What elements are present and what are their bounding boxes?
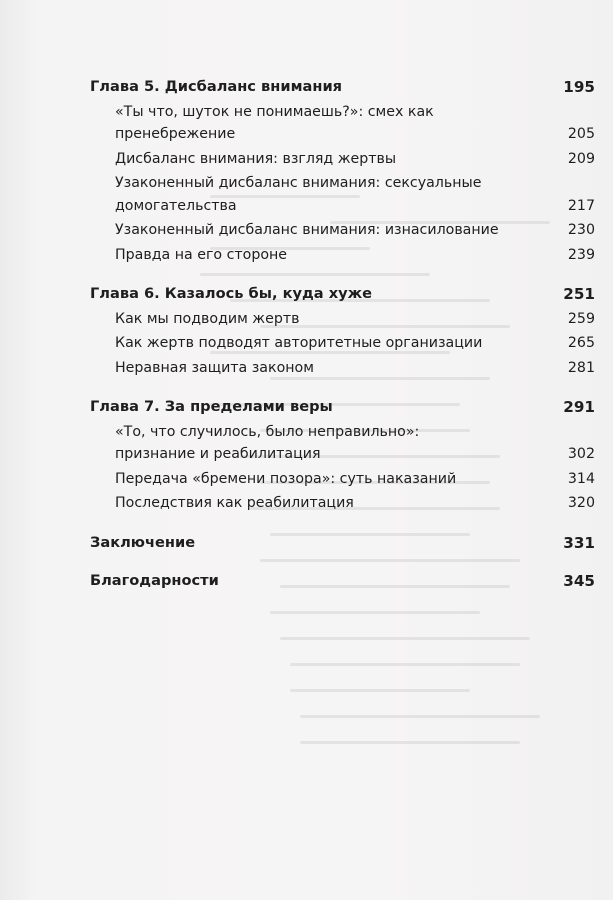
entry-title: Узаконенный дисбаланс внимания: изнасилование — [115, 222, 499, 238]
toc-chapter-7 — [90, 396, 595, 515]
toc-entry — [90, 332, 595, 355]
chapter-page-number: 291 — [563, 398, 595, 416]
toc-chapter-6 — [90, 283, 595, 379]
acknowledgements-title: Благодарности — [90, 572, 219, 589]
chapter-title: Глава 6. Казалось бы, куда хуже — [90, 285, 373, 302]
entry-title: Дисбаланс внимания: взгляд жертвы — [115, 150, 397, 167]
conclusion-title: Заключение — [90, 533, 196, 551]
entry-title: Узаконенный дисбаланс внимания: сексуальные домогательства — [115, 175, 482, 214]
acknowledgements-page-number: 345 — [563, 572, 595, 590]
toc-entry — [90, 101, 595, 146]
entry-title: Неравная защита законом — [115, 359, 314, 376]
entry-title: Правда на его стороне — [115, 246, 288, 263]
entry-title: «Ты что, шуток не понимаешь?»: смех как пренебрежение — [115, 103, 434, 142]
entry-title: Как мы подводим жертв — [115, 310, 300, 327]
toc-entry — [90, 492, 595, 515]
entry-page-number: 265 — [567, 335, 595, 351]
toc-chapter-heading — [90, 396, 595, 419]
chapter-page-number: 195 — [563, 78, 595, 96]
toc-entry — [90, 421, 595, 466]
entry-page-number: 205 — [567, 126, 595, 142]
toc-acknowledgements — [90, 570, 595, 593]
toc-chapter-heading — [90, 532, 595, 555]
toc-entry — [90, 172, 595, 217]
entry-page-number: 281 — [567, 359, 595, 376]
toc-entry — [90, 308, 595, 331]
entry-page-number: 230 — [567, 222, 595, 238]
entry-title: Как жертв подводят авторитетные организации — [115, 335, 483, 351]
toc-entry — [90, 357, 595, 380]
toc-entry — [90, 244, 595, 267]
chapter-page-number: 251 — [563, 285, 595, 303]
entry-title: Последствия как реабилитация — [115, 495, 354, 511]
toc-chapter-5 — [90, 76, 595, 266]
entry-page-number: 209 — [567, 150, 595, 167]
entry-title: «То, что случилось, было неправильно»: признание и реабилитация — [115, 423, 420, 462]
toc-chapter-heading — [90, 283, 595, 306]
toc-entry — [90, 148, 595, 171]
entry-page-number: 217 — [567, 197, 595, 214]
toc-entry — [90, 468, 595, 491]
entry-page-number: 239 — [567, 246, 595, 263]
entry-page-number: 302 — [567, 446, 595, 462]
toc-conclusion — [90, 532, 595, 555]
entry-page-number: 314 — [567, 470, 595, 487]
entry-title: Передача «бремени позора»: суть наказаний — [115, 470, 457, 487]
table-of-contents — [90, 76, 595, 609]
entry-page-number: 259 — [567, 310, 595, 327]
chapter-title: Глава 7. За пределами веры — [90, 398, 333, 415]
entry-page-number: 320 — [567, 495, 595, 511]
toc-chapter-heading — [90, 76, 595, 99]
chapter-title: Глава 5. Дисбаланс внимания — [90, 78, 343, 95]
conclusion-page-number: 331 — [563, 533, 595, 552]
toc-entry — [90, 219, 595, 242]
toc-chapter-heading — [90, 570, 595, 593]
